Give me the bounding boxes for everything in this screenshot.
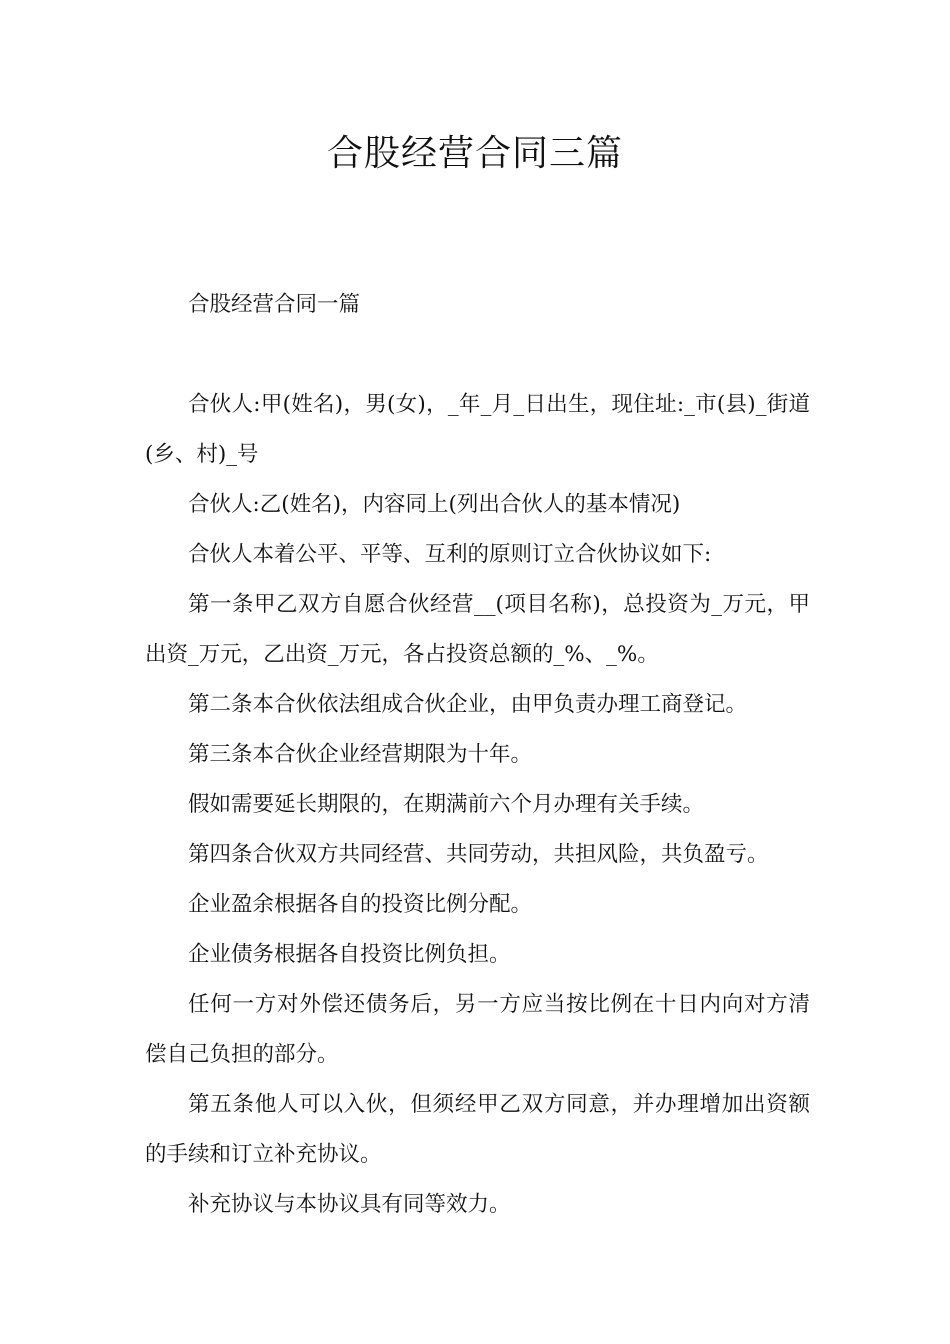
paragraph-extension: 假如需要延长期限的，在期满前六个月办理有关手续。 [188,792,705,817]
paragraph-partner-b: 合伙人:乙(姓名)，内容同上(列出合伙人的基本情况) [188,492,681,517]
paragraph-repayment: 任何一方对外偿还债务后，另一方应当按比例在十日内向对方清偿自己负担的部分。 [145,992,810,1067]
paragraph-profit: 企业盈余根据各自的投资比例分配。 [188,892,533,917]
paragraph-agreement-intro: 合伙人本着公平、平等、互利的原则订立合伙协议如下: [188,542,712,567]
paragraph-debt: 企业债务根据各自投资比例负担。 [188,942,511,967]
paragraph-article-5: 第五条他人可以入伙，但须经甲乙双方同意，并办理增加出资额的手续和订立补充协议。 [145,1092,810,1167]
paragraph-article-1: 第一条甲乙双方自愿合伙经营__(项目名称)，总投资为_万元，甲出资_万元，乙出资_万元，各占投资总额的_%、_%。 [145,592,810,667]
section-heading: 合股经营合同一篇 [188,292,361,317]
paragraph-supplement: 补充协议与本协议具有同等效力。 [188,1192,511,1217]
document-body [145,280,810,1230]
paragraph-article-3: 第三条本合伙企业经营期限为十年。 [188,742,533,767]
paragraph-article-2: 第二条本合伙依法组成合伙企业，由甲负责办理工商登记。 [188,692,748,717]
document-title: 合股经营合同三篇 [326,133,623,174]
paragraph-partner-a: 合伙人:甲(姓名)，男(女)，_年_月_日出生，现住址:_市(县)_街道(乡、村)_号 [145,392,810,467]
paragraph-article-4: 第四条合伙双方共同经营、共同劳动，共担风险，共负盈亏。 [188,842,769,867]
